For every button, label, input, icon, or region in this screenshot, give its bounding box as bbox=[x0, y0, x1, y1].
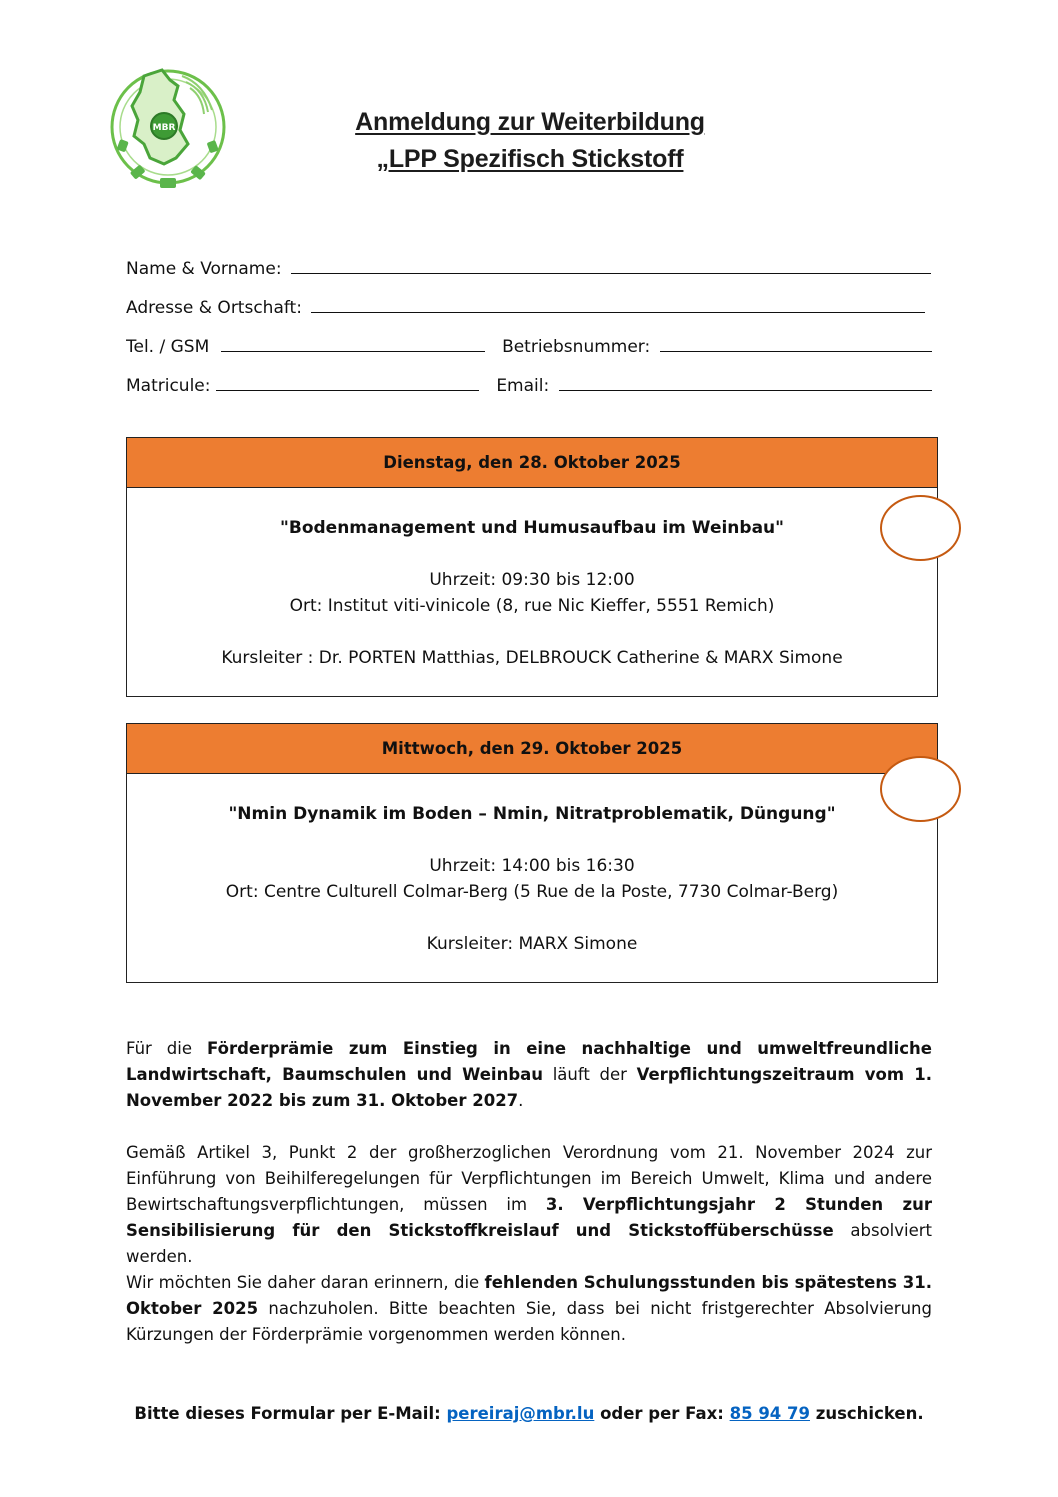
form-row-matricule bbox=[126, 375, 932, 397]
phone-label: Tel. / GSM bbox=[126, 337, 210, 357]
matricule-label: Matricule: bbox=[126, 376, 211, 396]
address-label: Adresse & Ortschaft: bbox=[126, 298, 302, 318]
event-1-time: Uhrzeit: 09:30 bis 12:00 bbox=[429, 570, 635, 590]
event-2-body bbox=[127, 774, 937, 957]
event-1-date: Dienstag, den 28. Oktober 2025 bbox=[127, 438, 937, 488]
info-paragraph-3: Wir möchten Sie daher daran erinnern, die fehlenden Schulungsstunden bis spätestens 31. Oktober 2025 nachzuholen. Bitte beachten Sie, dass bei nicht fristgerechter Absolvierung Kürzungen der Förderprämie vorgenommen werden können. bbox=[126, 1273, 932, 1344]
matricule-field[interactable] bbox=[216, 375, 479, 391]
farm-number-field[interactable] bbox=[660, 336, 932, 352]
mbr-logo bbox=[104, 60, 232, 194]
event-2-date: Mittwoch, den 29. Oktober 2025 bbox=[127, 724, 937, 774]
event-box-1 bbox=[126, 437, 938, 697]
event-2-select-circle[interactable] bbox=[880, 756, 961, 822]
name-field[interactable] bbox=[291, 258, 931, 274]
event-2-leaders: Kursleiter: MARX Simone bbox=[426, 934, 638, 954]
svg-text:MBR: MBR bbox=[152, 123, 176, 133]
title-line-1: Anmeldung zur Weiterbildung bbox=[355, 108, 705, 136]
email-field[interactable] bbox=[559, 375, 932, 391]
footer-instructions: Bitte dieses Formular per E-Mail: pereiraj@mbr.lu oder per Fax: 85 94 79 zuschicken. bbox=[134, 1404, 924, 1423]
name-label: Name & Vorname: bbox=[126, 259, 282, 279]
phone-field[interactable] bbox=[221, 336, 485, 352]
email-label: Email: bbox=[496, 376, 550, 396]
event-1-leaders: Kursleiter : Dr. PORTEN Matthias, DELBROUCK Catherine & MARX Simone bbox=[221, 648, 843, 668]
event-1-select-circle[interactable] bbox=[880, 495, 961, 561]
event-2-time: Uhrzeit: 14:00 bis 16:30 bbox=[429, 856, 635, 876]
address-field[interactable] bbox=[311, 297, 925, 313]
event-1-body bbox=[127, 488, 937, 671]
event-2-location: Ort: Centre Culturell Colmar-Berg (5 Rue de la Poste, 7730 Colmar-Berg) bbox=[225, 882, 839, 902]
form-row-phone bbox=[126, 336, 932, 358]
form-row-address bbox=[126, 297, 932, 319]
document-title bbox=[290, 104, 770, 178]
fax-link[interactable]: 85 94 79 bbox=[729, 1404, 810, 1423]
event-box-2 bbox=[126, 723, 938, 983]
info-paragraph-2: Gemäß Artikel 3, Punkt 2 der großherzoglichen Verordnung vom 21. November 2024 zur Einführung von Beihilferegelungen für Verpflichtungen im Bereich Umwelt, Klima und andere Bewirtschaftungsverpflichtungen, müssen im 3. Verpflichtungsjahr 2 Stunden zur Sensibilisierung für den Stickstoffkreislauf und Stickstoffüberschüsse absolviert werden. bbox=[126, 1143, 932, 1266]
event-1-location: Ort: Institut viti-vinicole (8, rue Nic Kieffer, 5551 Remich) bbox=[289, 596, 775, 616]
farm-number-label: Betriebsnummer: bbox=[502, 337, 651, 357]
email-link[interactable]: pereiraj@mbr.lu bbox=[446, 1404, 595, 1423]
title-line-2: „LPP Spezifisch Stickstoff bbox=[376, 145, 684, 173]
form-row-name bbox=[126, 258, 932, 280]
event-2-topic: "Nmin Dynamik im Boden – Nmin, Nitratproblematik, Düngung" bbox=[228, 804, 836, 824]
event-1-topic: "Bodenmanagement und Humusaufbau im Weinbau" bbox=[280, 518, 784, 538]
info-paragraph-1: Für die Förderprämie zum Einstieg in eine nachhaltige und umweltfreundliche Landwirtschaft, Baumschulen und Weinbau läuft der Verpflichtungszeitraum vom 1. November 2022 bis zum 31. Oktober 2027. bbox=[126, 1039, 932, 1110]
